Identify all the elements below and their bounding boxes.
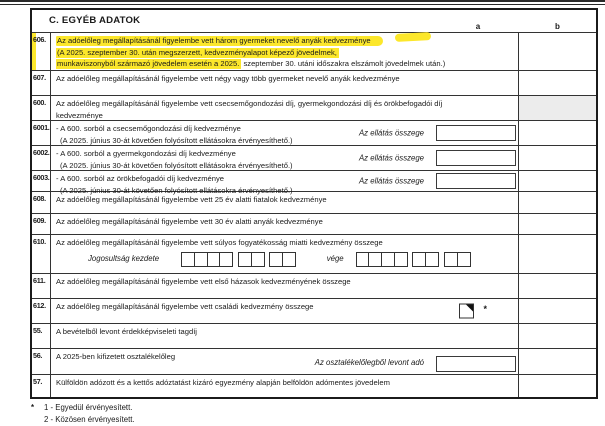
- row-description-6002: [51, 146, 519, 170]
- row-number-57: [32, 375, 51, 397]
- amount-input-56[interactable]: [436, 356, 516, 372]
- other-data-table: [30, 8, 598, 399]
- amount-input-6001[interactable]: [436, 125, 516, 141]
- row-text: Az adóelőleg megállapításánál figyelembe vett első házasok kedvezményének összege: [56, 277, 351, 286]
- start-date-group: [181, 252, 232, 267]
- validity-period-fields: [88, 252, 515, 267]
- row-text: (A 2025. június 30-át követően folyósított ellátásokra érvényesíthető.): [60, 185, 293, 195]
- end-date-group: [444, 252, 469, 267]
- amount-input-6003[interactable]: [436, 173, 516, 189]
- row-600: [32, 95, 596, 120]
- row-text: (A 2025. június 30-át követően folyósított ellátásokra érvényesíthető.): [60, 135, 293, 145]
- row-text-line: [56, 194, 515, 206]
- row-number-label: 610.: [33, 237, 46, 246]
- row-text: Az adóelőleg megállapításánál figyelembe vett csecsemőgondozási díj, gyermekgondozási díj és örökbefogadói díj: [56, 99, 443, 108]
- row-text-line: [56, 98, 515, 110]
- row-6002: [32, 145, 596, 170]
- amount-label: Az ellátás összege: [358, 153, 424, 163]
- row-number-609: [32, 214, 51, 234]
- row-text: - A 600. sorból a csecsemőgondozási díj kedvezménye: [56, 124, 241, 133]
- row-description-612: [51, 299, 519, 323]
- highlighted-text: munkaviszonyból származó jövedelem esetén a 2025.: [57, 59, 240, 68]
- row-text-line: [56, 301, 515, 313]
- row-text: Az adóelőleg megállapításánál figyelembe vett négy vagy több gyermeket nevelő anyák kedvezménye: [56, 74, 400, 83]
- form-table-body: [32, 32, 596, 397]
- column-b-cell-609[interactable]: [519, 214, 596, 234]
- row-text-line: [56, 377, 515, 389]
- row-text-line: [56, 326, 515, 338]
- row-text: A bevételből levont érdekképviseleti tagdíj: [56, 327, 197, 336]
- row-number-label: 607.: [33, 73, 46, 82]
- amount-label: Az osztalékelőlegből levont adó: [314, 357, 424, 367]
- row-56: [32, 348, 596, 374]
- row-608: [32, 191, 596, 213]
- column-b-cell-6003[interactable]: [519, 171, 596, 191]
- row-description-611: [51, 274, 519, 298]
- column-b-cell-606[interactable]: [519, 33, 596, 70]
- column-a-header: a: [475, 22, 481, 31]
- row-description-609: [51, 214, 519, 234]
- row-text-line: [56, 237, 515, 249]
- period-end-label: vége: [326, 254, 344, 264]
- row-description-55: [51, 324, 519, 348]
- start-date-group: [238, 252, 263, 267]
- row-number-label: 57.: [33, 377, 43, 386]
- row-text-line: [56, 58, 515, 70]
- row-611: [32, 273, 596, 298]
- row-607: [32, 70, 596, 95]
- row-number-label: 608.: [33, 194, 46, 203]
- row-text: - A 600. sorból a gyermekgondozási díj kedvezménye: [56, 149, 236, 158]
- row-number-6001: [32, 121, 51, 145]
- row-6001: [32, 120, 596, 145]
- row-57: [32, 374, 596, 397]
- row-number-612: [32, 299, 51, 323]
- row-description-56: [51, 349, 519, 374]
- row-number-label: 6001.: [33, 123, 50, 132]
- row-number-label: 611.: [33, 276, 46, 285]
- row-number-600: [32, 96, 51, 120]
- row-number-label: 609.: [33, 216, 46, 225]
- end-date-digit-box[interactable]: [394, 252, 408, 267]
- row-description-606: [51, 33, 519, 70]
- footnote-item: 2 - Közösen érvényesített.: [44, 414, 135, 424]
- row-number-56: [32, 349, 51, 374]
- row-number-610: [32, 235, 51, 273]
- previous-section-divider: [0, 0, 605, 5]
- column-b-cell-600: [519, 96, 596, 120]
- row-number-label: 612.: [33, 301, 46, 310]
- row-number-label: 606.: [33, 35, 46, 44]
- row-text: Az adóelőleg megállapításánál figyelembe vett 25 év alatti fiatalok kedvezménye: [56, 195, 327, 204]
- row-610: [32, 234, 596, 273]
- row-description-610: [51, 235, 519, 273]
- end-date-group: [412, 252, 437, 267]
- row-number-label: 6003.: [33, 173, 50, 182]
- row-6003: [32, 170, 596, 195]
- start-date-group: [269, 252, 294, 267]
- footnote-asterisk: *: [31, 403, 35, 412]
- row-description-607: [51, 71, 519, 95]
- end-date-group: [356, 252, 407, 267]
- row-description-6001: [51, 121, 519, 145]
- footnote-item: 1 - Egyedül érvényesített.: [44, 403, 133, 412]
- row-612: [32, 298, 596, 323]
- row-description-57: [51, 375, 519, 397]
- asterisk-marker: *: [483, 304, 487, 314]
- row-text: (A 2025. június 30-át követően folyósított ellátásokra érvényesíthető.): [60, 160, 293, 170]
- end-date-digit-box[interactable]: [457, 252, 471, 267]
- row-text-line: [56, 73, 515, 85]
- column-b-cell-56[interactable]: [519, 349, 596, 374]
- row-text: Az adóelőleg megállapításánál figyelembe vett 30 év alatti anyák kedvezménye: [56, 217, 323, 226]
- row-number-608: [32, 192, 51, 213]
- period-start-label: Jogosultság kezdete: [88, 254, 160, 264]
- start-date-digit-box[interactable]: [251, 252, 265, 267]
- row-text-line: [56, 110, 515, 122]
- row-number-label: 600.: [33, 98, 46, 107]
- family-discount-code-input[interactable]: [459, 304, 474, 319]
- row-text: Az adóelőleg megállapításánál figyelembe vett családi kedvezmény összege: [56, 302, 314, 311]
- row-number-6002: [32, 146, 51, 170]
- column-b-cell-607[interactable]: [519, 71, 596, 95]
- row-text: kedvezménye: [56, 110, 103, 120]
- section-title: C. EGYÉB ADATOK: [49, 15, 141, 26]
- row-text-line: [56, 35, 515, 47]
- row-number-606: [32, 33, 51, 70]
- row-description-6003: [51, 171, 519, 195]
- row-text: Külföldön adózott és a kettős adóztatást kizáró egyezmény alapján belföldön adómentes jövedelem: [56, 378, 390, 387]
- column-b-cell-6001[interactable]: [519, 121, 596, 145]
- row-number-611: [32, 274, 51, 298]
- end-date-digit-box[interactable]: [425, 252, 439, 267]
- row-text: szeptember 30. utáni időszakra elszámolt jövedelmek után.): [241, 59, 446, 68]
- table-header: [32, 10, 596, 32]
- dropdown-corner-icon: [466, 305, 473, 312]
- column-b-cell-611[interactable]: [519, 274, 596, 298]
- column-b-cell-57[interactable]: [519, 375, 596, 397]
- row-text-line: [56, 276, 515, 288]
- row-text: Az adóelőleg megállapításánál figyelembe vett súlyos fogyatékosság miatti kedvezmény összege: [56, 238, 383, 247]
- row-text: - A 600. sorból az örökbefogadói díj kedvezménye: [56, 174, 225, 183]
- row-number-55: [32, 324, 51, 348]
- column-b-header: b: [555, 22, 560, 31]
- row-55: [32, 323, 596, 348]
- row-606: [32, 32, 596, 70]
- row-description-608: [51, 192, 519, 213]
- row-number-607: [32, 71, 51, 95]
- highlighted-text: Az adóelőleg megállapításánál figyelembe vett három gyermeket nevelő anyák kedvezménye: [56, 36, 383, 46]
- footnotes: [31, 402, 135, 425]
- row-609: [32, 213, 596, 234]
- column-b-cell-6002[interactable]: [519, 146, 596, 170]
- row-text: A 2025-ben kifizetett osztalékelőleg: [56, 352, 176, 361]
- column-b-cell-610[interactable]: [519, 235, 596, 273]
- row-number-label: 55.: [33, 326, 43, 335]
- amount-label: Az ellátás összege: [358, 176, 424, 186]
- amount-label: Az ellátás összege: [358, 128, 424, 138]
- highlighted-text: (A 2025. szeptember 30. után megszerzett, kedvezményalapot képező jövedelmek,: [57, 47, 337, 57]
- start-date-digit-box[interactable]: [219, 252, 233, 267]
- row-text-line: [56, 47, 515, 59]
- row-number-6003: [32, 171, 51, 191]
- column-b-cell-55[interactable]: [519, 324, 596, 348]
- row-text-line: [56, 216, 515, 228]
- row-description-600: [51, 96, 519, 120]
- amount-input-6002[interactable]: [436, 150, 516, 166]
- row-number-label: 6002.: [33, 148, 50, 157]
- column-b-cell-612[interactable]: [519, 299, 596, 323]
- row-number-label: 56.: [33, 351, 43, 360]
- start-date-digit-box[interactable]: [282, 252, 296, 267]
- column-b-cell-608[interactable]: [519, 192, 596, 213]
